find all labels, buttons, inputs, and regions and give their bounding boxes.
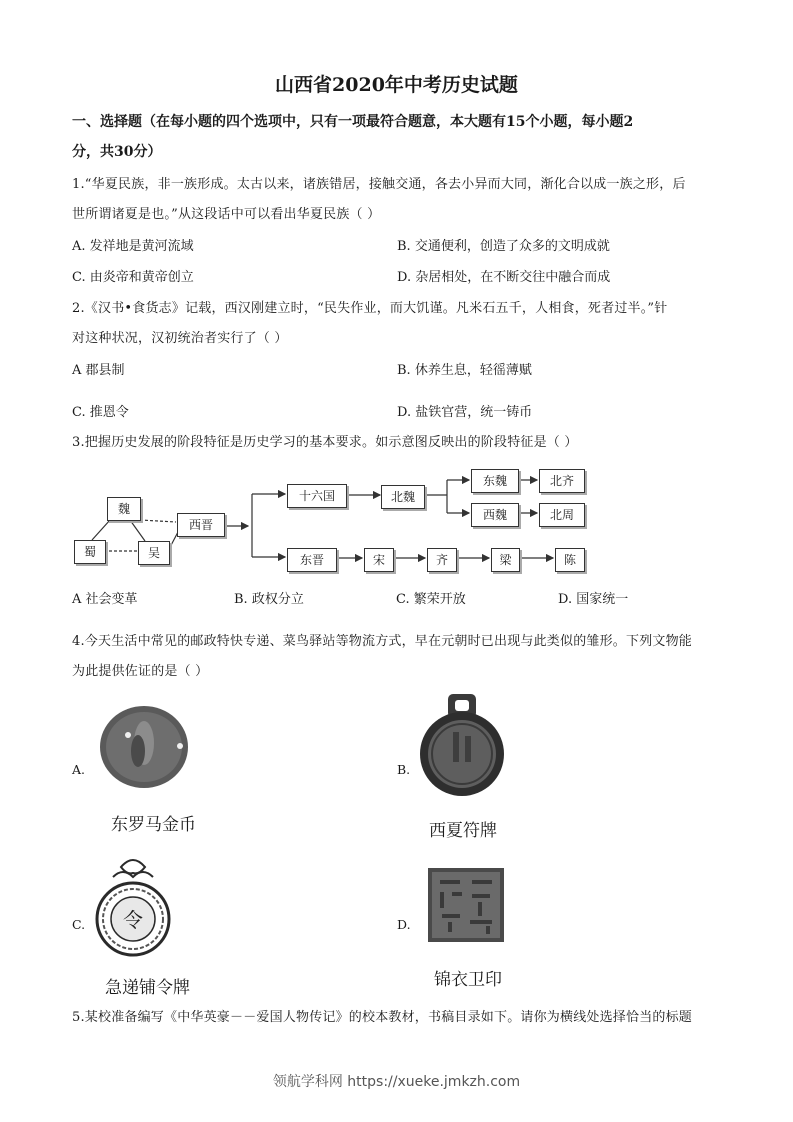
line-wei-xijin <box>140 520 176 522</box>
q1-option-d: D. 杂居相处，在不断交往中融合而成 <box>397 270 611 285</box>
node-sixteen-kingdoms: 十六国 <box>287 484 347 508</box>
q4-option-d-label: D. <box>397 917 411 932</box>
node-wu: 吴 <box>138 541 170 565</box>
jinyiwei-seal-image <box>428 868 504 942</box>
node-song: 宋 <box>364 548 394 572</box>
q3-option-d: D. 国家统一 <box>558 592 629 607</box>
q4-stem-line1: 4.今天生活中常见的邮政特快专递、菜鸟驿站等物流方式，早在元朝时已出现与此类似的雏形。下列文物能 <box>72 634 693 649</box>
node-dongjin: 东晋 <box>287 548 337 572</box>
q2-stem-line1: 2.《汉书•食货志》记载，西汉刚建立时，“民失作业，而大饥谨。凡米石五千，人相食，死者过半。”针 <box>72 301 668 316</box>
line-wei-shu <box>92 520 110 540</box>
q4-option-d-caption: 锦衣卫印 <box>434 970 502 990</box>
q3-stem-line1: 3.把握历史发展的阶段特征是历史学习的基本要求。如示意图反映出的阶段特征是（ ） <box>72 435 578 450</box>
q4-option-b-caption: 西夏符牌 <box>429 821 497 841</box>
xixia-tally-image <box>417 692 507 802</box>
q5-stem-line1: 5.某校准备编写《中华英豪－－爱国人物传记》的校本教材，书稿目录如下。请你为横线处选择恰当的标题 <box>72 1010 693 1025</box>
node-beiqi: 北齐 <box>539 469 585 493</box>
q3-option-b: B. 政权分立 <box>234 592 304 607</box>
q1-option-a: A. 发祥地是黄河流域 <box>72 239 194 254</box>
node-dongwei: 东魏 <box>471 469 519 493</box>
node-shu: 蜀 <box>74 540 106 564</box>
q2-option-a: A 郡县制 <box>72 363 125 378</box>
page-title: 山西省2020年中考历史试题 <box>275 74 518 96</box>
q3-option-a: A 社会变革 <box>72 592 138 607</box>
q4-option-c-caption: 急递铺令牌 <box>105 978 190 998</box>
node-qi: 齐 <box>427 548 457 572</box>
node-xijin: 西晋 <box>177 513 225 537</box>
q1-option-c: C. 由炎帝和黄帝创立 <box>72 270 194 285</box>
node-chen: 陈 <box>555 548 585 572</box>
node-beizhou: 北周 <box>539 503 585 527</box>
section-heading-line2: 分，共30分） <box>72 144 162 160</box>
node-beiwei: 北魏 <box>381 485 425 509</box>
token-glyph: 令 <box>123 908 143 932</box>
q4-option-a-label: A. <box>72 762 86 777</box>
q4-stem-line2: 为此提供佐证的是（ ） <box>72 664 209 679</box>
q1-option-b: B. 交通便利，创造了众多的文明成就 <box>397 239 610 254</box>
byzantine-coin-image <box>98 703 190 791</box>
node-liang: 梁 <box>491 548 520 572</box>
urgent-post-token-image <box>93 853 173 963</box>
q1-stem-line2: 世所谓诸夏是也。”从这段话中可以看出华夏民族（ ） <box>72 207 381 222</box>
q1-stem-line1: 1.“华夏民族，非一族形成。太古以来，诸族错居，接触交通，各去小异而大同，渐化合以成一族之形，后 <box>72 177 686 192</box>
node-wei: 魏 <box>107 497 141 521</box>
q4-option-b-label: B. <box>397 762 411 777</box>
q2-stem-line2: 对这种状况，汉初统治者实行了（ ） <box>72 331 288 346</box>
line-wei-wu <box>130 520 145 541</box>
q4-option-c-label: C. <box>72 917 86 932</box>
footer-watermark: 领航学科网 https://xueke.jmkzh.com <box>272 1074 521 1090</box>
section-heading-line1: 一、选择题（在每小题的四个选项中，只有一项最符合题意，本大题有15个小题，每小题2 <box>72 114 634 130</box>
q2-option-c: C. 推恩令 <box>72 405 129 420</box>
q4-option-a-caption: 东罗马金币 <box>111 815 196 835</box>
q3-option-c: C. 繁荣开放 <box>396 592 466 607</box>
q2-option-b: B. 休养生息，轻徭薄赋 <box>397 363 532 378</box>
q2-option-d: D. 盐铁官营，统一铸币 <box>397 405 533 420</box>
node-xiwei: 西魏 <box>471 503 519 527</box>
